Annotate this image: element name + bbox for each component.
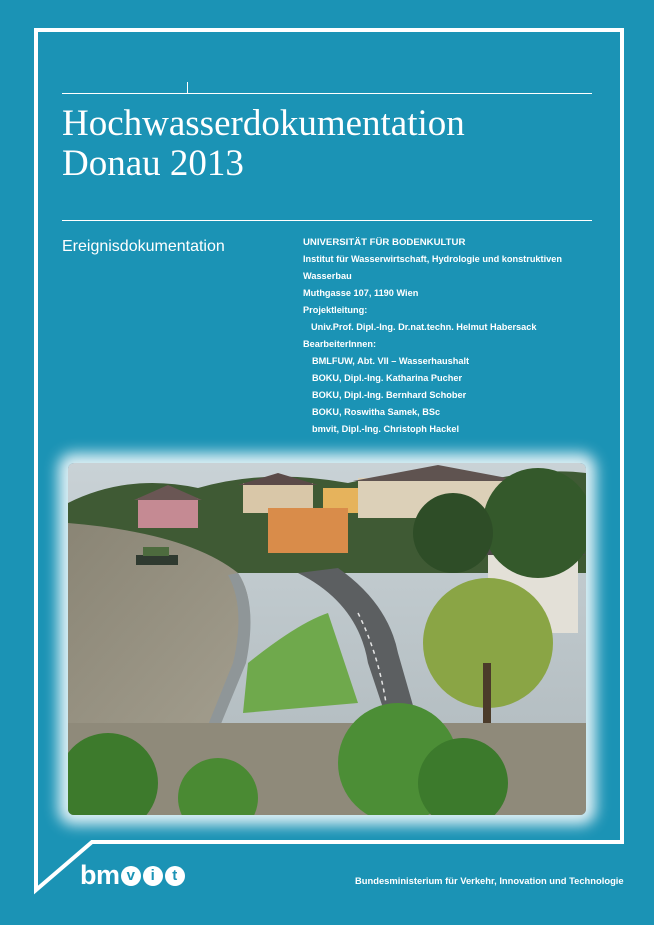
subtitle: Ereignisdokumentation [62,238,225,255]
info-line: Institut für Wasserwirtschaft, Hydrologie und konstruktiven [303,254,562,264]
info-line: BOKU, Roswitha Samek, BSc [312,407,441,417]
institution-info [303,234,603,438]
info-line: BearbeiterInnen: [303,339,377,349]
logo-text-t: t [165,866,185,886]
title-line-1: Hochwasserdokumentation [62,103,465,144]
info-line: Wasserbau [303,271,352,281]
info-line: Univ.Prof. Dipl.-Ing. Dr.nat.techn. Helmut Habersack [311,322,537,332]
info-line: BMLFUW, Abt. VII – Wasserhaushalt [312,356,470,366]
info-line: BOKU, Dipl.-Ing. Katharina Pucher [312,373,463,383]
info-line: Projektleitung: [303,305,368,315]
info-line: Muthgasse 107, 1190 Wien [303,288,419,298]
bmvit-logo-icon [80,860,186,891]
info-line: BOKU, Dipl.-Ing. Bernhard Schober [312,390,467,400]
title-line-2: Donau 2013 [62,143,244,184]
top-rule [62,93,592,94]
info-line: bmvit, Dipl.-Ing. Christoph Hackel [312,424,460,434]
page-title [62,104,465,184]
logo-text-v: v [121,866,141,886]
flood-photo [68,463,586,815]
info-line: UNIVERSITÄT FÜR BODENKULTUR [303,237,466,248]
logo-text-bm: bm [80,860,120,890]
mid-rule [62,220,592,221]
top-rule-tick [187,82,188,94]
ministry-name: Bundesministerium für Verkehr, Innovation und Technologie [355,875,624,886]
logo-text-i: i [143,866,163,886]
flood-photo-illustration [68,463,586,815]
